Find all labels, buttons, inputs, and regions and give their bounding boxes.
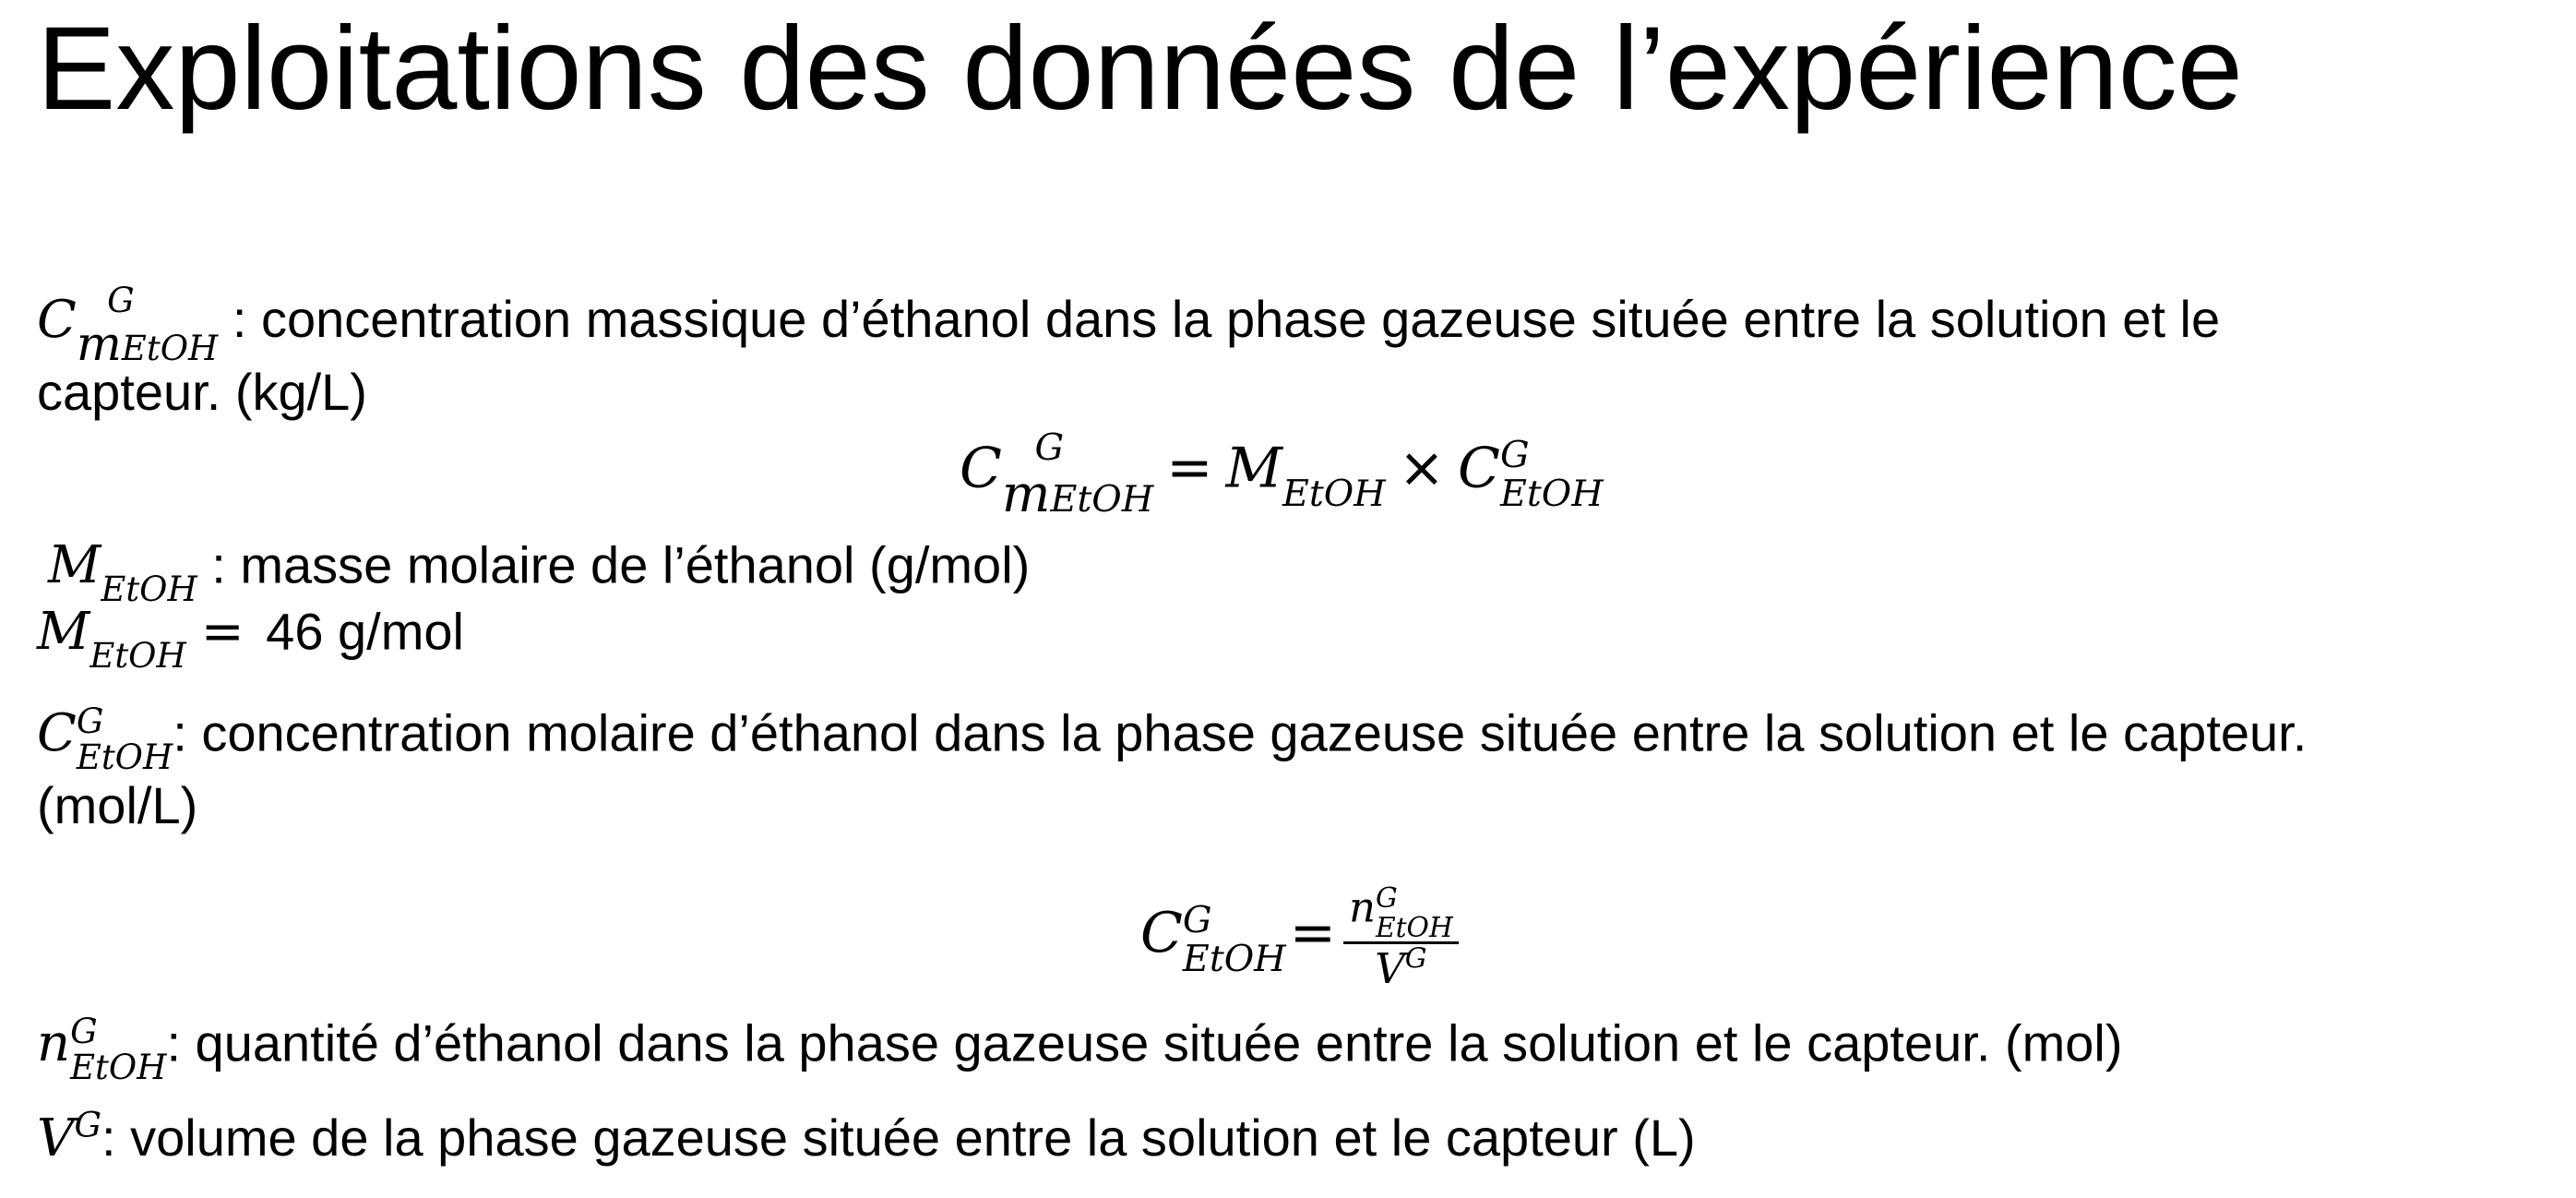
m-value-text: 46 g/mol	[251, 602, 464, 661]
m-definition-text: : masse molaire de l’éthanol (g/mol)	[197, 535, 1031, 594]
v-definition-text: : volume de la phase gazeuse située entre la solution et le capteur (L)	[101, 1108, 1696, 1167]
v-definition-line	[37, 1105, 1696, 1169]
cm-equation: C G mEtOH = M EtOH × C G EtOH	[960, 426, 1604, 524]
m-symbol: M EtOH	[48, 535, 197, 609]
m-value-line: M EtOH = 46 g/mol	[37, 602, 464, 676]
cm-definition-line	[37, 280, 2221, 372]
c-definition-line	[37, 701, 2308, 777]
v-symbol: $V^G$	[37, 1105, 101, 1168]
cm-definition-continuation: capteur. (kg/L)	[37, 363, 367, 421]
cm-definition-text: : concentration massique d’éthanol dans la phase gazeuse située entre la solution et le	[218, 290, 2221, 349]
cm-symbol: C G mEtOH	[37, 280, 219, 372]
m-definition-line	[48, 533, 1031, 609]
n-definition-text: : quantité d’éthanol dans la phase gazeuse située entre la solution et le capteur. (mol)	[166, 1013, 2123, 1072]
fraction-n-over-v: n G EtOH $V^G$	[1343, 882, 1459, 992]
c-symbol: C G EtOH	[37, 701, 173, 777]
slide-title: Exploitations des données de l’expérience	[37, 3, 2243, 135]
n-definition-line	[37, 1011, 2123, 1087]
c-definition-continuation: (mol/L)	[37, 776, 198, 834]
n-symbol: n G EtOH	[37, 1011, 167, 1087]
c-definition-text: : concentration molaire d’éthanol dans la phase gazeuse située entre la solution et le capteur.	[173, 703, 2308, 762]
c-equation: C G EtOH = n G EtOH $V^G$	[1140, 882, 1459, 992]
